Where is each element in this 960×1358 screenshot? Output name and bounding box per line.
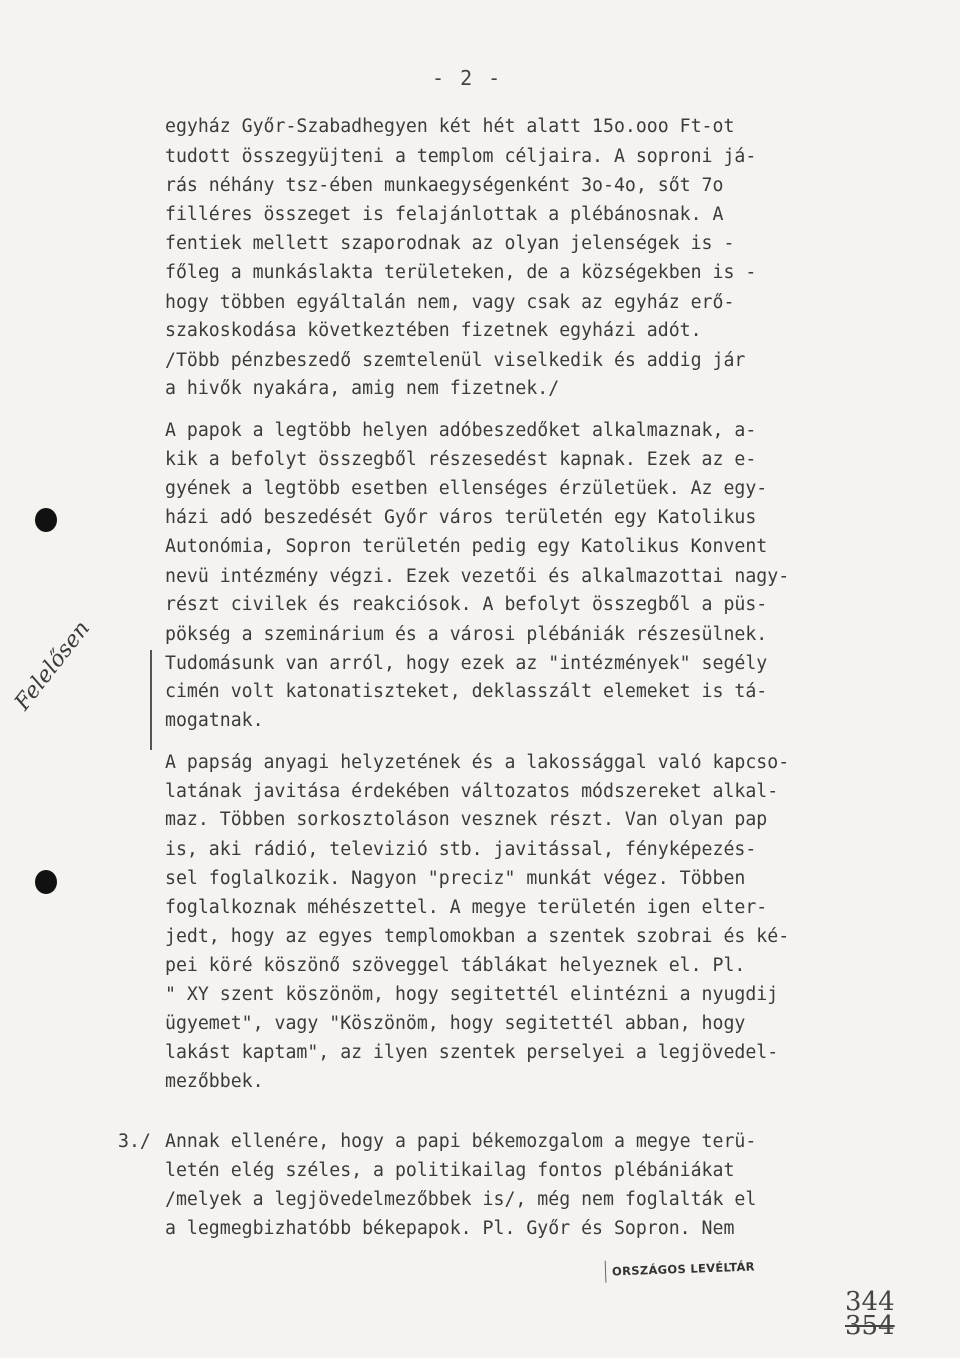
text-line: szakoskodása következtében fizetnek egyházi adót.: [165, 320, 702, 341]
section-number: 3./: [118, 1131, 151, 1152]
text-line: a hivők nyakára, amig nem fizetnek./: [165, 378, 560, 399]
text-line: latának javitása érdekében változatos módszereket alkal-: [165, 781, 779, 802]
margin-bracket: [150, 650, 152, 750]
text-line: is, aki rádió, televizió stb. javitással, fényképezés-: [165, 839, 757, 860]
folio-current: 344: [845, 1287, 895, 1317]
text-line: sel foglalkozik. Nagyon "preciz" munkát végez. Többen: [165, 868, 746, 889]
text-line: mogatnak.: [165, 710, 264, 731]
text-line: /melyek a legjövedelmezőbbek is/, még nem foglalták el: [165, 1189, 757, 1210]
text-line: A papok a legtöbb helyen adóbeszedőket alkalmaznak, a-: [165, 420, 757, 441]
text-line: főleg a munkáslakta területeken, de a községekben is -: [165, 262, 757, 283]
page-number: - 2 -: [432, 66, 503, 90]
text-line: rás néhány tsz-ében munkaegységenként 3o-4o, sőt 7o: [165, 175, 724, 196]
text-line: mezőbbek.: [165, 1071, 264, 1092]
text-line: " XY szent köszönöm, hogy segitettél elintézni a nyugdij: [165, 984, 779, 1005]
text-line: cimén volt katonatiszteket, deklasszált elemeket is tá-: [165, 681, 768, 702]
text-line: nevü intézmény végzi. Ezek vezetői és alkalmazottai nagy-: [165, 566, 790, 587]
punch-hole-bottom: [35, 870, 57, 894]
punch-hole-top: [35, 508, 57, 532]
text-line: /Több pénzbeszedő szemtelenül viselkedik és addig jár: [165, 350, 746, 371]
text-line: gyének a legtöbb esetben ellenséges érzületüek. Az egy-: [165, 478, 768, 499]
text-line: fentiek mellett szaporodnak az olyan jelenségek is -: [165, 233, 735, 254]
text-line: maz. Többen sorkosztoláson vesznek részt. Van olyan pap: [165, 809, 768, 830]
text-line: házi adó beszedését Győr város területén egy Katolikus: [165, 507, 757, 528]
text-line: Autonómia, Sopron területén pedig egy Katolikus Konvent: [165, 536, 768, 557]
text-line: kik a befolyt összegből részesedést kapnak. Ezek az e-: [165, 449, 757, 470]
text-line: hogy többen egyáltalán nem, vagy csak az egyház erő-: [165, 292, 735, 313]
text-line: letén elég széles, a politikailag fontos plébániákat: [165, 1160, 735, 1181]
text-line: a legmegbizhatóbb békepapok. Pl. Győr és Sopron. Nem: [165, 1218, 735, 1239]
text-line: foglalkoznak méhészettel. A megye területén igen elter-: [165, 897, 768, 918]
text-line: ügyemet", vagy "Köszönöm, hogy segitettél abban, hogy: [165, 1013, 746, 1034]
folio-crossed-out: 354: [845, 1311, 895, 1341]
text-line: lakást kaptam", az ilyen szentek perselyei a legjövedel-: [165, 1042, 779, 1063]
folio-number: [845, 1287, 895, 1341]
text-line: jedt, hogy az egyes templomokban a szentek szobrai és ké-: [165, 926, 790, 947]
handwritten-margin-note: Felelősen: [10, 616, 96, 716]
text-line: egyház Győr-Szabadhegyen két hét alatt 15o.ooo Ft-ot: [165, 116, 735, 137]
text-line: részt civilek és reakciósok. A befolyt összegből a püs-: [165, 594, 768, 615]
archive-stamp: ORSZÁGOS LEVÉLTÁR: [605, 1255, 762, 1282]
text-line: A papság anyagi helyzetének és a lakossággal való kapcso-: [165, 752, 790, 773]
text-line: Tudomásunk van arról, hogy ezek az "intézmények" segély: [165, 653, 768, 674]
text-line: pei köré köszönő szöveggel táblákat helyeznek el. Pl.: [165, 955, 746, 976]
text-line: tudott összegyüjteni a templom céljaira. A soproni já-: [165, 146, 757, 167]
text-line: pökség a szeminárium és a városi plébániák részesülnek.: [165, 624, 768, 645]
text-line: Annak ellenére, hogy a papi békemozgalom a megye terü-: [165, 1131, 757, 1152]
text-line: filléres összeget is felajánlottak a plébánosnak. A: [165, 204, 724, 225]
